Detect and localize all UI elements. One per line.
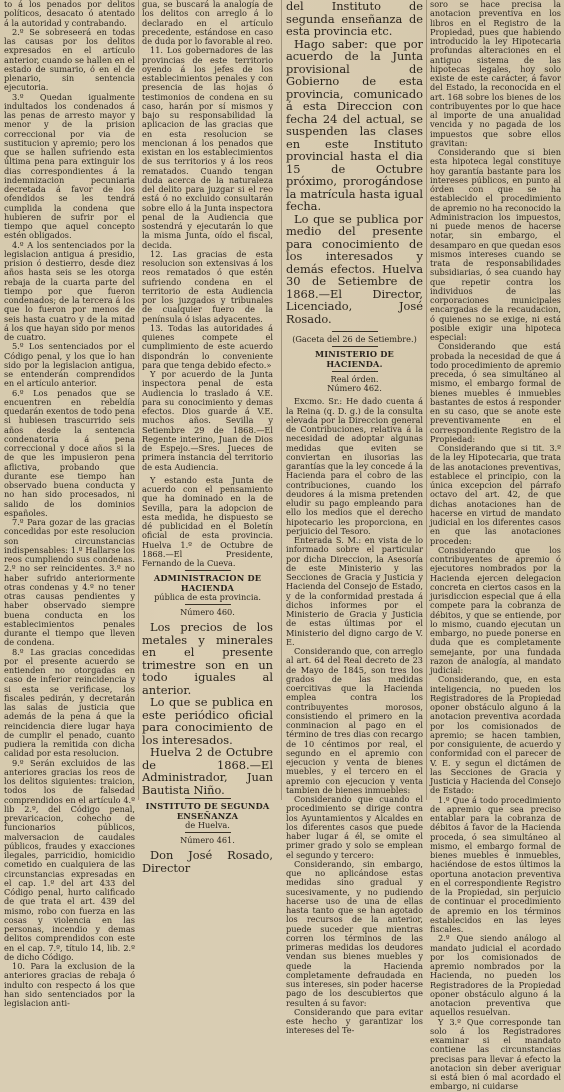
divider: [185, 604, 231, 605]
column-4: [430, 0, 561, 1092]
paragraph: Considerando que los contribuyentes de apremio ó ejecutores nombrados por la Hacienda ejercen delegacion concreta en ciertos casos en la jurisdiccion especial que á ella compete para la cobranza de débitos, y que se entiende, por lo mismo, cuando ejecutan un embargo, no puede ponerse en duda que es completamente semejante, por una fundada razon de analogía, al mandato judicial:: [430, 544, 561, 675]
paragraph: Considerando que si bien esta hipoteca legal constituye hoy garantía bastante para los intereses públicos, en punto al órden con que se ha establecido el procedimiento de apremio no ha reconocido la Administracion los impuestos, ni puede menos de hacerse notar, sin embargo, el desamparo en que quedan esos mismos intereses cuando se trata de responsabilidades subsidiarias, ó sea cuando hay que repetir contra los individuos de las corporaciones municipales encargadas de la recaudacion, ó quienes no se exige, ni está posible exigir una hipoteca especial:: [430, 147, 561, 342]
notice-number: Número 462.: [327, 383, 382, 393]
paragraph: Considerando, que, en esta inteligencia, no pueden los Registradores de la Propiedad oponer obstáculo alguno á la anotacion preventiva acordada por los comisionados de apremio; se hacen tambien, por consiguiente, de acuerdo y conformidad con el parecer de V. E. y segun el dictámen de las Secciones de Gracia y Justicia y Hacienda del Consejo de Estado:: [430, 674, 561, 796]
paragraph: 2.º Que siendo análogo al mandato judicial el acordado por los comisionados de apremio nombrados por la Hacienda, no pueden los Registradores de la Propiedad oponer obstáculo alguno á la anotacion preventiva que aquellos resuelvan.: [430, 933, 561, 1018]
paragraph: 4.º A los sentenciados por la legislacion antigua á presidio, prision ó destierro, desde diez años hasta seis se les otorga rebaja de la cuarta parte del tiempo por que fueron condenados; de la tercera á los que lo fueron por menos de seis hasta cuatro y de la mitad á los que hayan sido por menos de cuatro.: [4, 239, 135, 342]
order-title: Real órden.: [330, 373, 379, 384]
paragraph: 12. Las gracias de esta resolucion son extensivas á los reos rematados ó que estén sufriendo condena en el territorio de esta Audiencia por los juzgados y tribunales de cualquier fuero de la península ó islas adyacentes.: [142, 248, 273, 324]
notice-number: Número 461.: [180, 835, 235, 845]
paragraph: to á los penados por delitos políticos, desacato ó atentado á la autoridad y contrabando.: [4, 0, 135, 28]
paragraph: 1.º Que á todo procedimiento de apremio que sea preciso entablar para la cobranza de débitos á favor de la Hacienda proceda, ó sea simultáneo al mismo, el embargo formal de bienes muebles é inmuebles, haciéndose de estos últimos la oportuna anotacion preventiva en el correspondiente Registro de la Propiedad, sin perjuicio de continuar el procedimiento de apremio en los términos establecidos en las leyes fiscales.: [430, 794, 561, 934]
paragraph: 8.º Las gracias concedidas por el presente acuerdo se entienden no otorgadas en caso de inferior reincidencia y si esta se verificase, los fiscales pedirán, y decretarán las salas de justicia que además de la pena á que la reincidencia diere lugar haya de cumplir el penado, cuanto pudiera la remitida con dicha calidad por esta resolucion.: [4, 646, 135, 759]
paragraph: gua, se buscará la analogía de los delitos con arreglo á lo declarado en el artículo precedente, estándose en caso de duda por lo favorable al reo.: [142, 0, 273, 46]
paragraph: Don José Rosado, Director: [142, 848, 273, 875]
column-rule: [138, 0, 139, 800]
paragraph: 13. Todas las autoridades á quienes compete el cumplimiento de este acuerdo dispondrán lo conveniente para que tenga debido efecto.»: [142, 322, 273, 370]
paragraph: Considerando que está probada la necesidad de que á todo procedimiento de apremio preceda, ó sea simultáneo al mismo, el embargo formal de bienes muebles é inmuebles bastantes de estos á responder en su caso, que se anote este preventivamente en el correspondiente Registro de la Propiedad:: [430, 341, 561, 444]
paragraph: 10. Para la exclusion de la anteriores gracias de rebaja ó indulto con respecto á los que han sido sentenciados por la legislacion anti-: [4, 961, 135, 1008]
divider: [185, 832, 231, 833]
section-subheading: pública de esta provincia.: [154, 591, 261, 602]
gazette-reference: (Gaceta del 26 de Setiembre.): [292, 334, 417, 344]
column-rule: [426, 0, 427, 800]
paragraph: 6.º Los penados que se encuentren en rebeldía quedarán exentos de todo pena si hubiesen trascurrido seis años desde la sentencia condenatoria á pena correccional y doce años si la de que les impusieron pena aflictiva, probando que durante ese tiempo han observado buena conducta y no han sido procesados, ni salido de los dominios españoles.: [4, 387, 135, 518]
paragraph: Considerando que si tit. 3.º de la ley Hipotecaria, que trata de las anotaciones preventivas, establece el principio, con la única excepcion del párrafo octavo del art. 42, de que dichas anotaciones han de hacerse en virtud de mandato judicial en los diferentes casos en que las anotaciones proceden:: [430, 443, 561, 546]
column-1: [4, 0, 135, 1008]
paragraph: Lo que se publica por medio del presente para conocimiento de los interesados y demás efectos. Huelva 30 de Setiembre de 1868.—El Director, Licenciado, José Rosado.: [286, 211, 423, 326]
paragraph: Y estando esta Junta de acuerdo con el pensamiento que ha dominado en la de Sevilla, para la adopcion de esta medida, he dispuesto se dé publicidad en el Boletín oficial de esta provincia. Huelva 1.º de Octubre de 1868.—El Presidente, Fernando de la Cueva.: [142, 474, 273, 568]
paragraph: 7.º Para gozar de las gracias concedidas por este resolucion son circunstancias indispensables: 1.º Hallarse los reos cumpliendo sus condenas. 2.º no ser reincidentes. 3.º no haber sufrido anteriormente otras condenas y 4.º no tener otras causas pendientes y haber observado siempre buena conducta en los establecimientos penales durante el tiempo que lleven de condena.: [4, 517, 135, 648]
divider: [332, 346, 378, 347]
column-3: [286, 0, 423, 1036]
divider: [332, 331, 378, 332]
divider: [185, 570, 231, 571]
paragraph: Considerando que, con arreglo al art. 64 del Real decreto de 23 de Mayo de 1845, son tres los grados de las medidas coercitivas que la Hacienda emplea contra los contribuyentes morosos, consistiendo el primero en la conminacion al pago en el término de tres dias con recargo de 10 céntimos por real, el segundo en el apremio con ejecucion y venta de bienes muebles, y el tercero en el apremio con ejecucion y venta tambien de bienes inmuebles:: [286, 646, 423, 795]
notice-number: Número 460.: [180, 607, 235, 617]
section-heading: INSTITUTO DE SEGUNDA ENSEÑANZA: [145, 801, 270, 821]
paragraph: Considerando que cuando el procedimiento se dirige contra los Ayuntamientos y Alcaldes en los diferentes casos que puede haber lugar á él, se omite el primer grado y solo se emplean el segundo y tercero:: [286, 794, 423, 860]
paragraph: Los precios de los metales y minerales en el presente trimestre son en un todo iguales al anterior.: [142, 620, 273, 697]
column-2: [142, 0, 273, 875]
section-heading: ADMINISTRACION DE HACIENDA: [153, 573, 262, 593]
divider: [185, 798, 231, 799]
paragraph: Considerando que para evitar este hecho y garantizar los intereses del Te-: [286, 1006, 423, 1036]
divider: [332, 371, 378, 372]
section-heading: MINISTERIO DE HACIENDA.: [314, 349, 394, 369]
paragraph: 11. Los gobernadores de las provincias de este territorio oyendo á los jefes de los establecimientos penales y con presencia de las hojas ó testimonios de condena en su caso, harán por sí mismos y bajo su responsabilidad la aplicacion de las gracias que en esta resolucion se mencionan á los penados que existan en los establecimientos de sus territorios y á los reos rematados. Cuando tengan duda acerca de la naturaleza del delito para juzgar si el reo está ó no excluido consultarán sobre ello á la Junta inspectora penal de la Audiencia que sostendrá y ejecutarán lo que la misma Junta, oído el fiscal, decida.: [142, 45, 273, 250]
paragraph: Considerando, sin embargo, que no aplicándose estas medidas sino gradual y sucesivamente, y no pudiendo hacerse uso de una de ellas hasta tanto que se han agotado los recursos de la anterior, puede suceder que mientras corren los términos de las primeras medidas los deudores vendan sus bienes muebles y quede la Hacienda completamente defraudada en sus intereses, sin poder hacerse pago de los descubiertos que resulten á su favor:: [286, 858, 423, 1008]
paragraph: Excmo. Sr.: He dado cuenta á la Reina (q. D. g.) de la consulta elevada por la Direccion general de Contribuciones, relativa á la necesidad de adoptar algunas medidas que eviten se conviertan en ilusorias las garantías que la ley concede á la Hacienda para el cobro de las contribuciones, cuando los deudores á la misma pretenden eludir su pago empleando para ello los medios que el derecho hipotecario les proporciona, en perjuicio del Tesoro.: [286, 396, 423, 536]
paragraph: 3.º Quedan igualmente indultados los condenados á las penas de arresto mayor y menor y de la prision correccional por via de sustitucion y apremio; pero los que se hallen sufriendo esta última pena para extinguir los dias correspondientes á la indemnizacion pecuniaria decretada á favor de los ofendidos se les tendrá cumplida la condena que hubieren de sufrir por el tiempo que aquel concepto estén obligados.: [4, 91, 135, 241]
paragraph: 2.º Se sobreseerá en todas las causas por los delitos expresados en el artículo anterior, cuando se hallen en el estado de sumario, ó en el de plenario, sin sentencia ejecutoria.: [4, 26, 135, 93]
paragraph: Y 3.º Que corresponde tan solo á los Registradores examinar si el mandato contiene las circunstancias precisas para llevar á efecto la anotacion sin deber averiguar si está bien ó mal acordado el embargo, ni cuidarse: [430, 1016, 561, 1092]
paragraph: Y por acuerdo de la Junta inspectora penal de esta Audiencia lo traslado á V.E. para su conocimiento y demas efectos. Dios guarde á V.E. muchos años. Sevilla y Setiembre 29 de 1868.—El Regente interino, Juan de Dios de Espejo.—Sres. Jueces de primera instancia del territorio de esta Audiencia.: [142, 369, 273, 472]
paragraph: Huelva 2 de Octubre de 1868.—El Administrador, Juan Bautista Niño.: [142, 745, 273, 797]
paragraph: 9.º Serán excluidos de las anteriores gracias los reos de los delitos siguientes: traicion, todos los de falsedad comprendidos en el artículo 4.º lib 2.º, del Código penal, prevaricacion, cohecho de funcionarios públicos, malversacion de caudales públicos, fraudes y exacciones ilegales, parricidio, homicidio cometido en cualquiera de las circunstancias expresadas en el cap. 1.º del art 433 del Código penal, hurto calificado de que trata el art. 439 del mismo, robo con fuerza en las cosas y violencia en las personas, incendio y demas delitos comprendidos con este en el cap. 7.º, título 14, lib. 2.º de dicho Código.: [4, 757, 135, 962]
paragraph: soro se hace precisa la anotacion preventiva en los libros en el Registro de la Propiedad, pues que habiendo introducido la ley Hipotecaria profundas alteraciones en el antiguo sistema de las hipotecas legales, hoy solo existe de este carácter, á favor del Estado, la reconocida en el art. 168 sobre los bienes de los contribuyentes por lo que hace al importe de una anualidad vencida y no pagada de los impuestos que sobre ellos gravitan:: [430, 0, 561, 148]
paragraph: 5.º Los sentenciados por el Código penal, y los que lo han sido por la legislacion antigua, se entenderán comprendidos en el artículo anterior.: [4, 341, 135, 389]
column-rule: [281, 0, 282, 800]
paragraph: Hago saber: que por acuerdo de la Junta provisional de Gobierno de esta provincia, comunicado á esta Direccion con fecha 24 del actual, se suspenden las clases en este Instituto provincial hasta el dia 15 de Octubre próximo, prorogándose la matrícula hasta igual fecha.: [286, 36, 423, 213]
paragraph: Lo que se publica en este periódico oficial para conocimiento de los interesados.: [142, 695, 273, 747]
paragraph: del Instituto de segunda enseñanza de esta provincia etc.: [286, 0, 423, 38]
section-subheading: de Huelva.: [185, 819, 230, 830]
paragraph: Enterada S. M.: en vista de lo informado sobre el particular por dicha Direccion, la Asesoría de este Ministerio y las Secciones de Gracia y Justicia y Hacienda del Consejo de Estado, y de la conformidad prestada á dichos informes por el Ministerio de Gracia y Justicia de estas últimas por el Ministerio del digno cargo de V. E.: [286, 535, 423, 647]
